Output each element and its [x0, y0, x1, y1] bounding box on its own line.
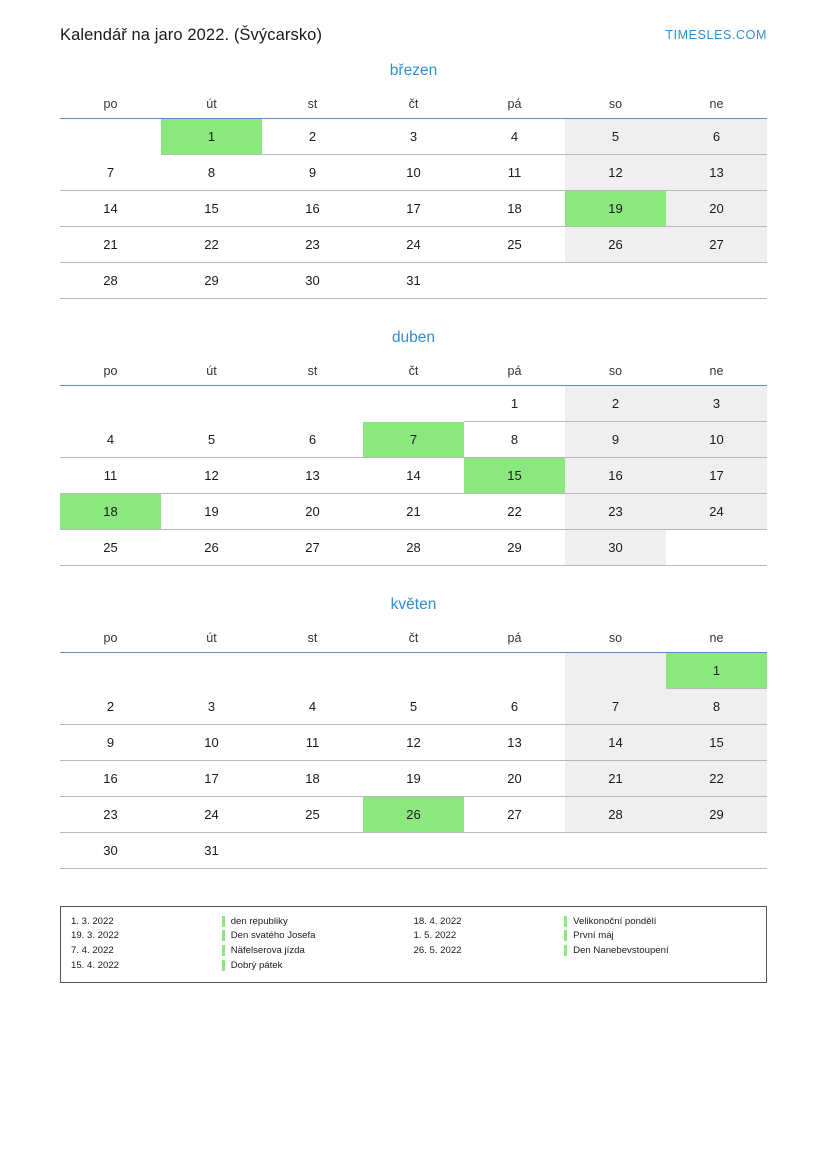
day-cell-holiday[interactable]: 7	[363, 422, 464, 458]
legend-entry	[222, 930, 414, 942]
day-cell-empty	[565, 263, 666, 299]
month-block	[60, 329, 767, 566]
day-cell[interactable]: 21	[565, 761, 666, 797]
day-cell[interactable]: 23	[262, 227, 363, 263]
day-cell-empty	[666, 263, 767, 299]
day-cell[interactable]: 8	[464, 422, 565, 458]
day-cell-empty	[464, 263, 565, 299]
day-cell-empty	[60, 653, 161, 689]
day-cell[interactable]: 4	[60, 422, 161, 458]
legend-holiday-name: Velikonoční pondělí	[573, 915, 657, 927]
legend-holiday-name: První máj	[573, 930, 614, 942]
day-cell[interactable]: 22	[666, 761, 767, 797]
week-row	[60, 761, 767, 797]
day-cell-holiday[interactable]: 1	[666, 653, 767, 689]
legend-row	[71, 959, 756, 974]
weekday-header: po	[60, 628, 161, 653]
legend-date: 15. 4. 2022	[71, 960, 120, 972]
day-cell[interactable]: 24	[666, 494, 767, 530]
weekday-header: ne	[666, 361, 767, 386]
day-cell-empty	[363, 653, 464, 689]
legend-date: 1. 3. 2022	[71, 915, 114, 927]
week-row	[60, 227, 767, 263]
day-cell[interactable]: 19	[363, 761, 464, 797]
week-row	[60, 155, 767, 191]
weekday-header: út	[161, 94, 262, 119]
day-cell[interactable]: 25	[262, 797, 363, 833]
day-cell-empty	[161, 653, 262, 689]
weekday-header: pá	[464, 94, 565, 119]
weekday-header: čt	[363, 628, 464, 653]
weekday-header-row	[60, 628, 767, 653]
weekday-header: čt	[363, 94, 464, 119]
day-cell[interactable]: 26	[565, 227, 666, 263]
week-row	[60, 833, 767, 869]
day-cell[interactable]: 29	[666, 797, 767, 833]
day-cell[interactable]: 2	[565, 386, 666, 422]
day-cell[interactable]: 23	[565, 494, 666, 530]
month-table	[60, 361, 767, 566]
legend-date: 19. 3. 2022	[71, 930, 120, 942]
day-cell-empty	[262, 386, 363, 422]
legend-holiday-name-cell	[564, 914, 756, 929]
holiday-color-swatch-icon	[564, 930, 567, 941]
day-cell[interactable]: 7	[565, 689, 666, 725]
day-cell-empty	[565, 833, 666, 869]
day-cell[interactable]: 14	[363, 458, 464, 494]
weekday-header: ne	[666, 94, 767, 119]
day-cell-empty	[464, 653, 565, 689]
day-cell[interactable]: 2	[262, 119, 363, 155]
legend-holiday-name: Den Nanebevstoupení	[573, 945, 669, 957]
weekday-header: út	[161, 361, 262, 386]
day-cell[interactable]: 9	[565, 422, 666, 458]
weekday-header: út	[161, 628, 262, 653]
legend-holiday-name: Dobrý pátek	[230, 960, 283, 972]
weekday-header: po	[60, 361, 161, 386]
day-cell[interactable]: 3	[666, 386, 767, 422]
month-block	[60, 62, 767, 299]
day-cell-empty	[262, 833, 363, 869]
day-cell[interactable]: 27	[464, 797, 565, 833]
day-cell[interactable]: 10	[161, 725, 262, 761]
holiday-color-swatch-icon	[564, 945, 567, 956]
day-cell[interactable]: 20	[464, 761, 565, 797]
day-cell[interactable]: 11	[464, 155, 565, 191]
legend-date	[413, 959, 564, 974]
day-cell-empty	[666, 833, 767, 869]
day-cell[interactable]: 17	[363, 191, 464, 227]
day-cell[interactable]: 2	[60, 689, 161, 725]
holiday-color-swatch-icon	[222, 960, 225, 971]
weekday-header: so	[565, 361, 666, 386]
holiday-color-swatch-icon	[564, 916, 567, 927]
day-cell[interactable]: 3	[161, 689, 262, 725]
weekday-header: so	[565, 628, 666, 653]
weekday-header: st	[262, 361, 363, 386]
week-row	[60, 653, 767, 689]
months-container	[0, 62, 827, 899]
legend-entry	[222, 960, 414, 972]
weekday-header: st	[262, 628, 363, 653]
day-cell[interactable]: 29	[464, 530, 565, 566]
holiday-color-swatch-icon	[222, 916, 225, 927]
day-cell[interactable]: 25	[464, 227, 565, 263]
legend-holiday-name-cell	[564, 929, 756, 944]
month-title: březen	[389, 62, 438, 79]
day-cell[interactable]: 22	[161, 227, 262, 263]
legend-entry	[564, 916, 756, 928]
week-row	[60, 119, 767, 155]
legend-date: 1. 5. 2022	[413, 930, 457, 942]
month-title: květen	[390, 596, 437, 613]
day-cell[interactable]: 27	[262, 530, 363, 566]
legend-date: 26. 5. 2022	[413, 945, 462, 957]
week-row	[60, 494, 767, 530]
day-cell[interactable]: 11	[262, 725, 363, 761]
day-cell[interactable]: 28	[565, 797, 666, 833]
weekday-header: ne	[666, 628, 767, 653]
week-row	[60, 191, 767, 227]
day-cell[interactable]: 8	[161, 155, 262, 191]
weekday-header-row	[60, 361, 767, 386]
legend-holiday-name-cell	[222, 914, 414, 929]
day-cell[interactable]: 11	[60, 458, 161, 494]
legend-holiday-name-cell	[564, 959, 756, 974]
day-cell[interactable]: 21	[60, 227, 161, 263]
legend-holiday-name: den republiky	[230, 915, 288, 927]
day-cell[interactable]: 18	[464, 191, 565, 227]
legend-holiday-name-cell	[222, 929, 414, 944]
month-block	[60, 596, 767, 869]
day-cell[interactable]: 17	[161, 761, 262, 797]
day-cell[interactable]: 31	[161, 833, 262, 869]
legend-body	[71, 914, 756, 974]
week-row	[60, 458, 767, 494]
week-row	[60, 530, 767, 566]
day-cell[interactable]: 6	[464, 689, 565, 725]
day-cell-empty	[60, 119, 161, 155]
day-cell[interactable]: 14	[565, 725, 666, 761]
day-cell-empty	[666, 530, 767, 566]
day-cell[interactable]: 24	[363, 227, 464, 263]
day-cell[interactable]: 13	[464, 725, 565, 761]
legend-box	[60, 906, 767, 983]
day-cell[interactable]: 25	[60, 530, 161, 566]
day-cell[interactable]: 27	[666, 227, 767, 263]
legend-entry	[222, 916, 414, 928]
day-cell[interactable]: 16	[262, 191, 363, 227]
day-cell[interactable]: 5	[565, 119, 666, 155]
day-cell[interactable]: 14	[60, 191, 161, 227]
day-cell[interactable]: 9	[60, 725, 161, 761]
day-cell[interactable]: 9	[262, 155, 363, 191]
month-table	[60, 628, 767, 869]
day-cell-empty	[565, 653, 666, 689]
day-cell-holiday[interactable]: 1	[161, 119, 262, 155]
day-cell[interactable]: 3	[363, 119, 464, 155]
week-row	[60, 263, 767, 299]
weekday-header-row	[60, 94, 767, 119]
legend-row	[71, 914, 756, 929]
day-cell[interactable]: 1	[464, 386, 565, 422]
week-row	[60, 386, 767, 422]
legend-holiday-name: Näfelserova jízda	[230, 945, 305, 957]
day-cell[interactable]: 12	[161, 458, 262, 494]
day-cell[interactable]: 6	[666, 119, 767, 155]
legend-date: 18. 4. 2022	[413, 915, 462, 927]
legend-entry	[222, 945, 414, 957]
day-cell-holiday[interactable]: 26	[363, 797, 464, 833]
legend-holiday-name-cell	[564, 944, 756, 959]
day-cell[interactable]: 5	[161, 422, 262, 458]
day-cell[interactable]: 18	[262, 761, 363, 797]
day-cell[interactable]: 31	[363, 263, 464, 299]
day-cell-holiday[interactable]: 19	[565, 191, 666, 227]
day-cell[interactable]: 8	[666, 689, 767, 725]
legend-entry	[564, 945, 756, 957]
day-cell[interactable]: 20	[262, 494, 363, 530]
page-header	[0, 18, 827, 52]
day-cell[interactable]: 30	[262, 263, 363, 299]
day-cell[interactable]: 13	[666, 155, 767, 191]
day-cell[interactable]: 22	[464, 494, 565, 530]
day-cell[interactable]: 6	[262, 422, 363, 458]
holiday-color-swatch-icon	[222, 930, 225, 941]
legend-row	[71, 929, 756, 944]
month-title: duben	[391, 329, 436, 346]
week-row	[60, 797, 767, 833]
day-cell[interactable]: 28	[363, 530, 464, 566]
weekday-header: pá	[464, 628, 565, 653]
day-cell-empty	[363, 833, 464, 869]
day-cell[interactable]: 4	[262, 689, 363, 725]
day-cell[interactable]: 21	[363, 494, 464, 530]
day-cell[interactable]: 28	[60, 263, 161, 299]
day-cell[interactable]: 30	[60, 833, 161, 869]
page-title: Kalendář na jaro 2022. (Švýcarsko)	[60, 25, 323, 44]
day-cell[interactable]: 16	[60, 761, 161, 797]
day-cell-holiday[interactable]: 15	[464, 458, 565, 494]
weekday-header: so	[565, 94, 666, 119]
day-cell[interactable]: 23	[60, 797, 161, 833]
holiday-color-swatch-icon	[222, 945, 225, 956]
legend-holiday-name: Den svatého Josefa	[230, 930, 316, 942]
day-cell-holiday[interactable]: 18	[60, 494, 161, 530]
day-cell[interactable]: 12	[565, 155, 666, 191]
day-cell-empty	[464, 833, 565, 869]
day-cell[interactable]: 30	[565, 530, 666, 566]
legend-holiday-name-cell	[222, 959, 414, 974]
day-cell[interactable]: 15	[161, 191, 262, 227]
day-cell[interactable]: 5	[363, 689, 464, 725]
weekday-header: po	[60, 94, 161, 119]
day-cell[interactable]: 20	[666, 191, 767, 227]
day-cell[interactable]: 10	[363, 155, 464, 191]
day-cell[interactable]: 17	[666, 458, 767, 494]
day-cell[interactable]: 7	[60, 155, 161, 191]
day-cell[interactable]: 10	[666, 422, 767, 458]
day-cell-empty	[60, 386, 161, 422]
day-cell[interactable]: 19	[161, 494, 262, 530]
day-cell-empty	[262, 653, 363, 689]
day-cell-empty	[363, 386, 464, 422]
legend-date: 7. 4. 2022	[71, 945, 114, 957]
legend-table	[71, 914, 756, 974]
day-cell[interactable]: 13	[262, 458, 363, 494]
brand-logo: TIMESLES.COM	[665, 28, 767, 42]
weekday-header: st	[262, 94, 363, 119]
weekday-header: pá	[464, 361, 565, 386]
day-cell[interactable]: 15	[666, 725, 767, 761]
legend-entry	[564, 930, 756, 942]
day-cell-empty	[161, 386, 262, 422]
month-table	[60, 94, 767, 299]
legend-holiday-name-cell	[222, 944, 414, 959]
day-cell[interactable]: 26	[161, 530, 262, 566]
week-row	[60, 725, 767, 761]
day-cell[interactable]: 4	[464, 119, 565, 155]
week-row	[60, 422, 767, 458]
day-cell[interactable]: 16	[565, 458, 666, 494]
day-cell[interactable]: 29	[161, 263, 262, 299]
day-cell[interactable]: 12	[363, 725, 464, 761]
weekday-header: čt	[363, 361, 464, 386]
day-cell[interactable]: 24	[161, 797, 262, 833]
legend-row	[71, 944, 756, 959]
week-row	[60, 689, 767, 725]
